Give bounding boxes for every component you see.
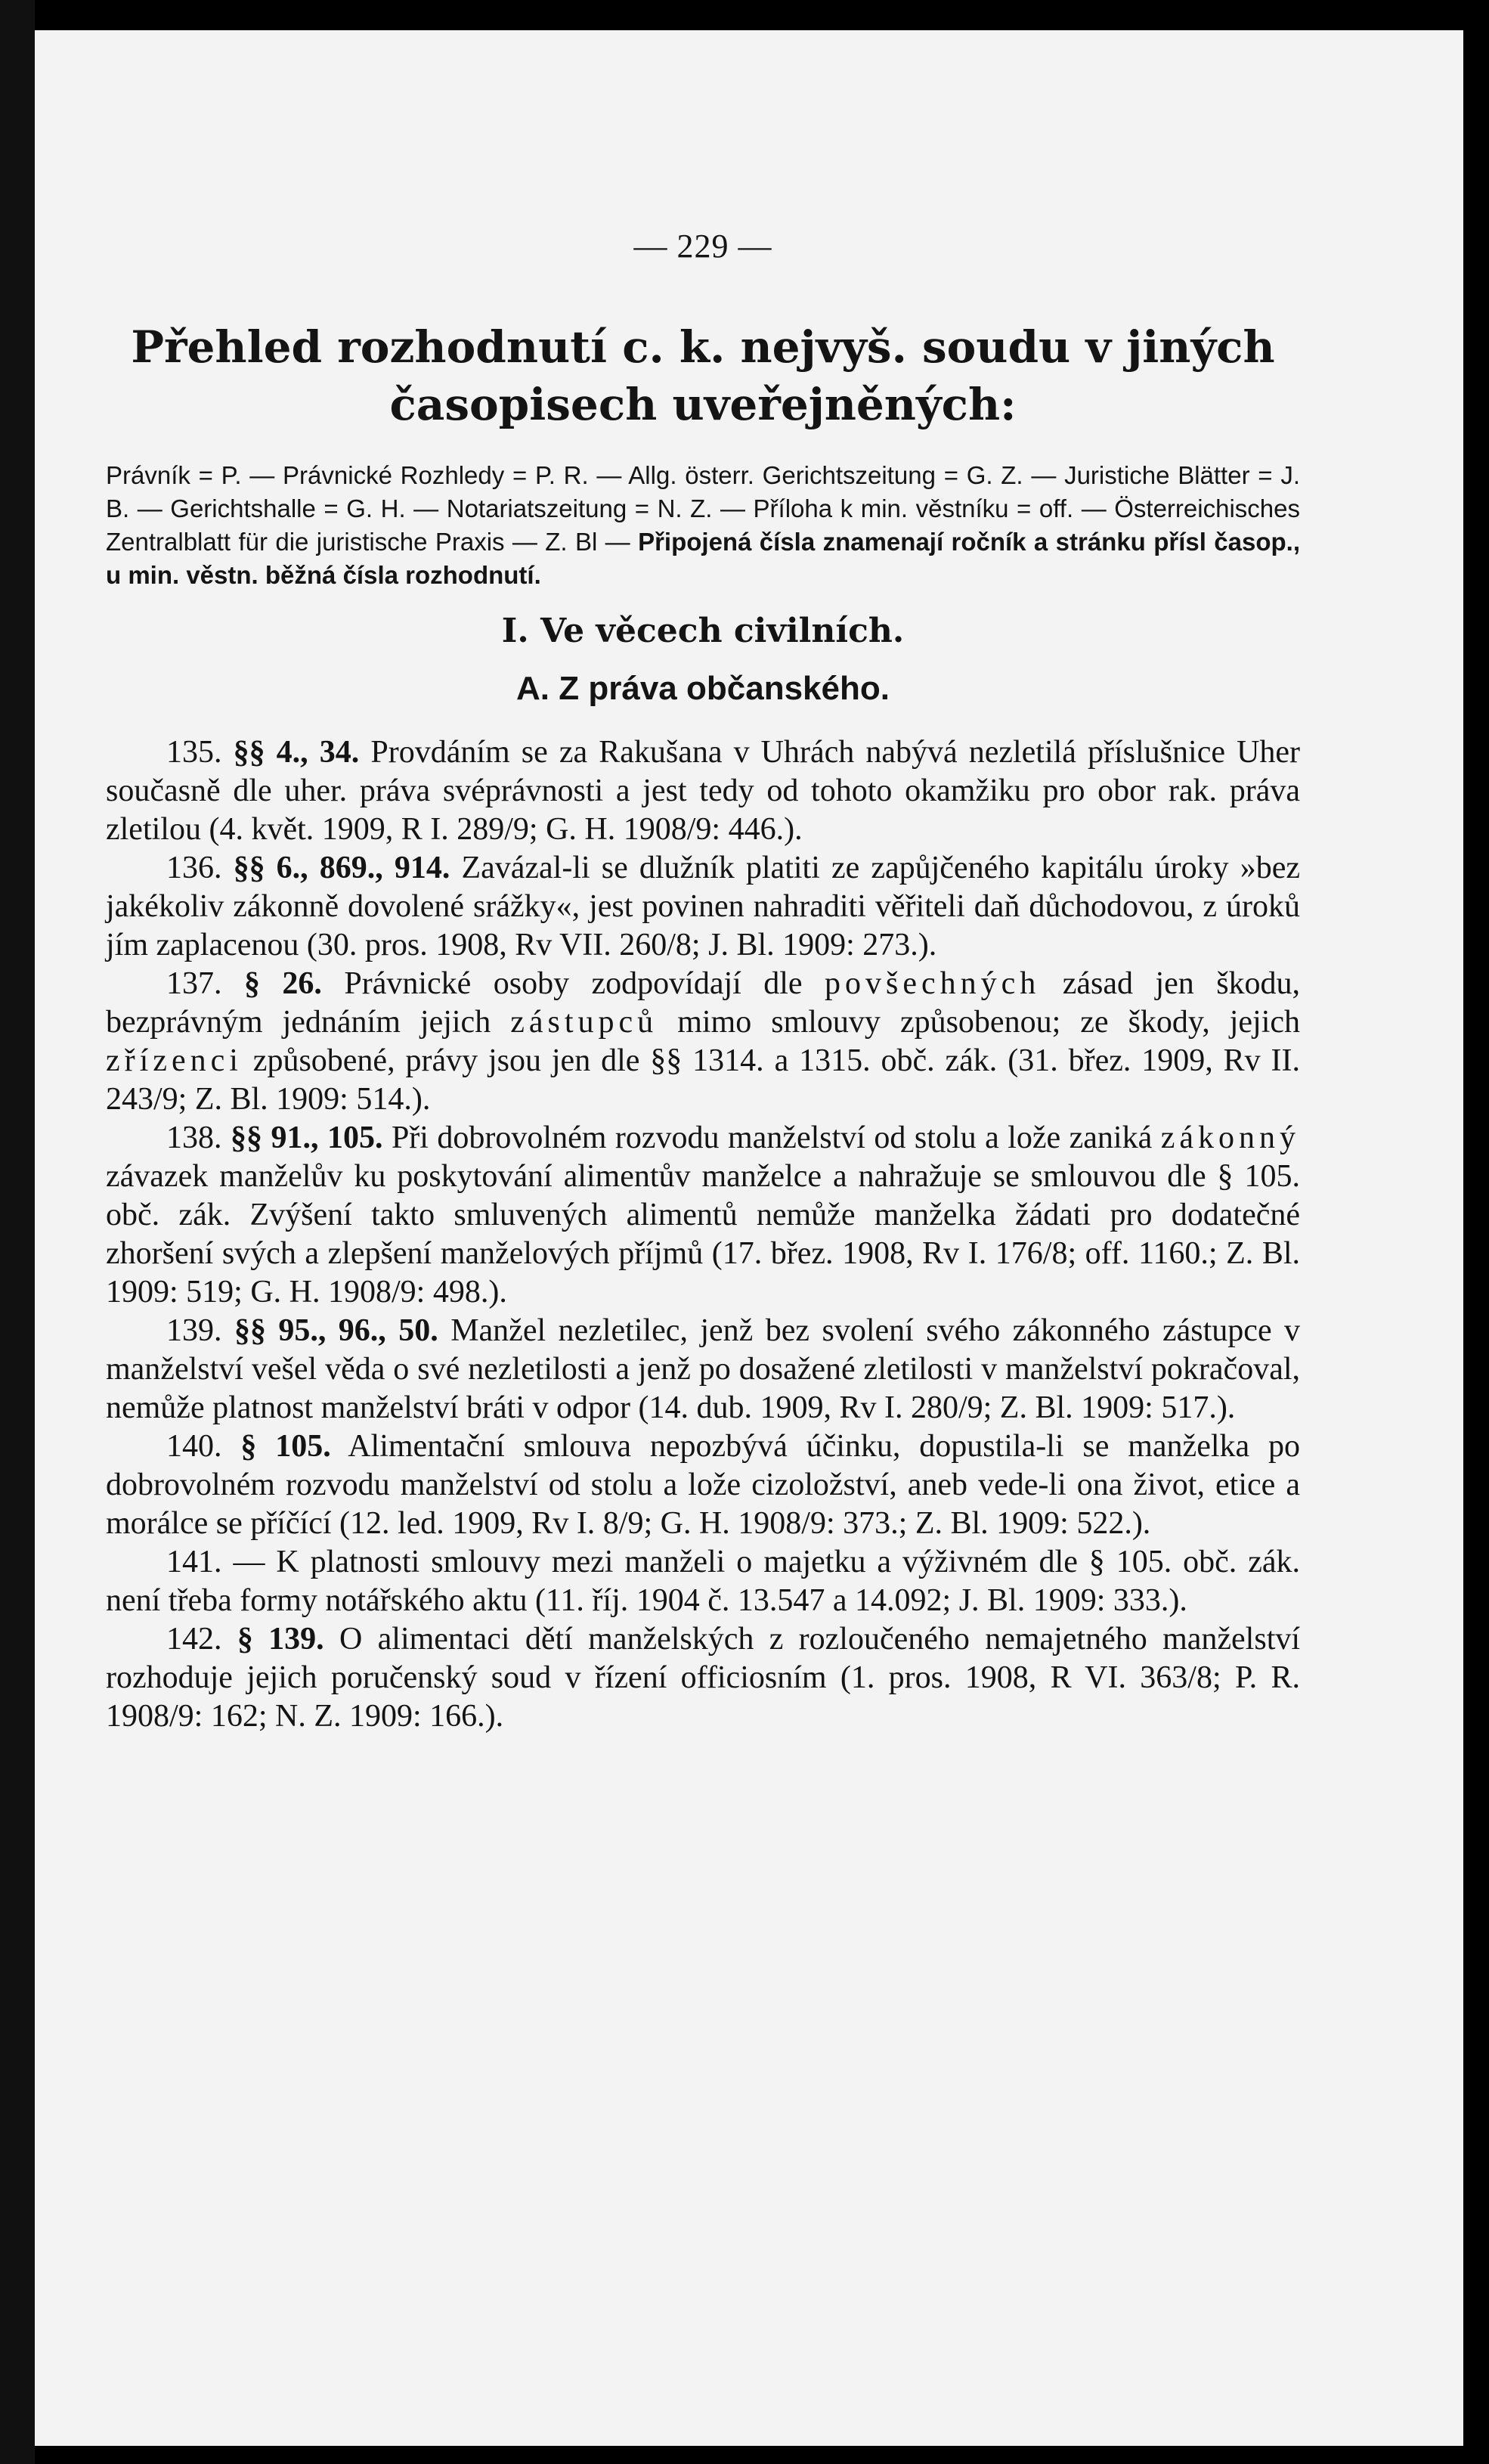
entry-number: 142. xyxy=(166,1622,222,1657)
entry-text: Při dobrovolném rozvodu manželství od stolu a lože zaniká xyxy=(391,1120,1153,1155)
entry-text: O alimentaci dětí manželských z rozloučeného nemajetného manželství rozhoduje jejich poručenský soud v řízení officiosním (1. pros. 1908, R VI. 363/8; P. R. 1908/9: 162; N. Z. 1909: 166.). xyxy=(106,1622,1301,1734)
entry-paragraphs: § 139. xyxy=(237,1622,324,1657)
scan-left-edge xyxy=(0,0,35,2464)
entry-text: Manžel nezletilec, jenž bez svolení svého zákonného zástupce v manželství vešel věda o své nezletilosti a jenž po dosažené zletilosti v manželství pokračoval, nemůže platnost manželství bráti v odpor (14. dub. 1909, Rv I. 280/9; Z. Bl. 1909: 517.). xyxy=(106,1313,1301,1425)
page-title: Přehled rozhodnutí c. k. nejvyš. soudu v jiných časopisech uveřejněných: xyxy=(131,321,1275,430)
document-page xyxy=(35,30,1463,2446)
abbreviations-note xyxy=(106,459,1300,592)
entry-number: 135. xyxy=(166,735,222,770)
entry-paragraphs: §§ 4., 34. xyxy=(233,735,360,770)
entry-dash: — xyxy=(233,1545,265,1579)
entry-text: závazek manželův ku poskytování alimentův manželce a nahražuje se smlouvou dle § 105. obč. zák. Zvýšení takto smluvených alimentů nemůže manželka žádati pro dodatečné zhoršení svých a zlepšení manželových příjmů (17. břez. 1908, Rv I. 176/8; off. 1160.; Z. Bl. 1909: 519; G. H. 1908/9: 498.). xyxy=(106,1159,1300,1309)
entry-text: Zavázal-li se dlužník platiti ze zapůjčeného kapitálu úroky »bez jakékoliv zákonně dovolené srážky«, jest povinen nahraditi věřiteli daň důchodovou, z úroků jím zaplacenou (30. pros. 1908, Rv VII. 260/8; J. Bl. 1909: 273.). xyxy=(106,851,1301,962)
entry-paragraphs: §§ 95., 96., 50. xyxy=(234,1313,438,1348)
entry-number: 136. xyxy=(166,851,222,885)
entry-number: 141. xyxy=(166,1545,222,1579)
entry-text: K platnosti smlouvy mezi manželi o majetku a výživném dle § 105. obč. zák. není třeba formy notářského aktu (11. říj. 1904 č. 13.547 a 14.092; J. Bl. 1909: 333.). xyxy=(106,1545,1300,1618)
entry-142 xyxy=(106,1620,1300,1736)
abbreviations-list: Právník = P. — Právnické Rozhledy = P. R. — Allg. österr. Gerichtszeitung = G. Z. — Juristiche Blätter = J. B. — Gerichtshalle = G. H. — Notariatszeitung = N. Z. — Příloha k min. věstníku = off. — Österreichisches Zentralblatt für die juristische Praxis — Z. Bl — xyxy=(106,461,1300,556)
entry-number: 138. xyxy=(166,1120,222,1155)
entry-number: 137. xyxy=(166,966,222,1001)
entry-paragraphs: § 26. xyxy=(243,966,322,1001)
entry-paragraphs: §§ 6., 869., 914. xyxy=(233,851,450,885)
entry-emphasis: zákonný xyxy=(1160,1120,1300,1155)
entry-emphasis: zástupců xyxy=(510,1005,658,1040)
entry-135 xyxy=(106,733,1300,849)
page-number: — 229 — xyxy=(633,228,772,265)
entry-emphasis: zřízenci xyxy=(106,1043,243,1078)
entry-number: 140. xyxy=(166,1429,222,1464)
subsection-heading: A. Z práva občanského. xyxy=(516,670,890,707)
section-heading: I. Ve věcech civilních. xyxy=(501,612,905,650)
entry-text: Alimentační smlouva nepozbývá účinku, dopustila-li se manželka po dobrovolném rozvodu manželství od stolu a lože cizoložství, aneb vede-li ona život, etice a morálce se příčící (12. led. 1909, Rv I. 8/9; G. H. 1908/9: 373.; Z. Bl. 1909: 522.). xyxy=(106,1429,1300,1541)
entry-emphasis: povšechných xyxy=(825,966,1041,1001)
entry-137 xyxy=(106,965,1300,1119)
entry-139 xyxy=(106,1312,1300,1427)
abbreviations-explanation: Připojená čísla znamenají ročník a stránku přísl časop., u min. věstn. běžná čísla rozhodnutí. xyxy=(106,528,1300,589)
entry-138 xyxy=(106,1119,1300,1312)
entry-number: 139. xyxy=(166,1313,222,1348)
entry-136 xyxy=(106,849,1300,965)
entry-text: Provdáním se za Rakušana v Uhrách nabývá nezletilá příslušnice Uher současně dle uher. práva svéprávnosti a jest tedy od tohoto okamžiku pro obor rak. práva zletilou (4. květ. 1909, R I. 289/9; G. H. 1908/9: 446.). xyxy=(106,735,1301,847)
entry-text: mimo smlouvy způsobenou; ze škody, jejich xyxy=(677,1005,1300,1040)
entry-text: Právnické osoby zodpovídají dle xyxy=(344,966,803,1001)
page-content xyxy=(106,227,1300,1736)
entry-140 xyxy=(106,1427,1300,1543)
entry-text: způsobené, právy jsou jen dle §§ 1314. a 1315. obč. zák. (31. břez. 1909, Rv II. 243/9; Z. Bl. 1909: 514.). xyxy=(106,1043,1301,1117)
entry-paragraphs: § 105. xyxy=(240,1429,331,1464)
entry-paragraphs: §§ 91., 105. xyxy=(230,1120,383,1155)
entry-141 xyxy=(106,1543,1300,1620)
entry-text: zásad jen škodu, bezprávným jednáním jejich xyxy=(106,966,1301,1040)
